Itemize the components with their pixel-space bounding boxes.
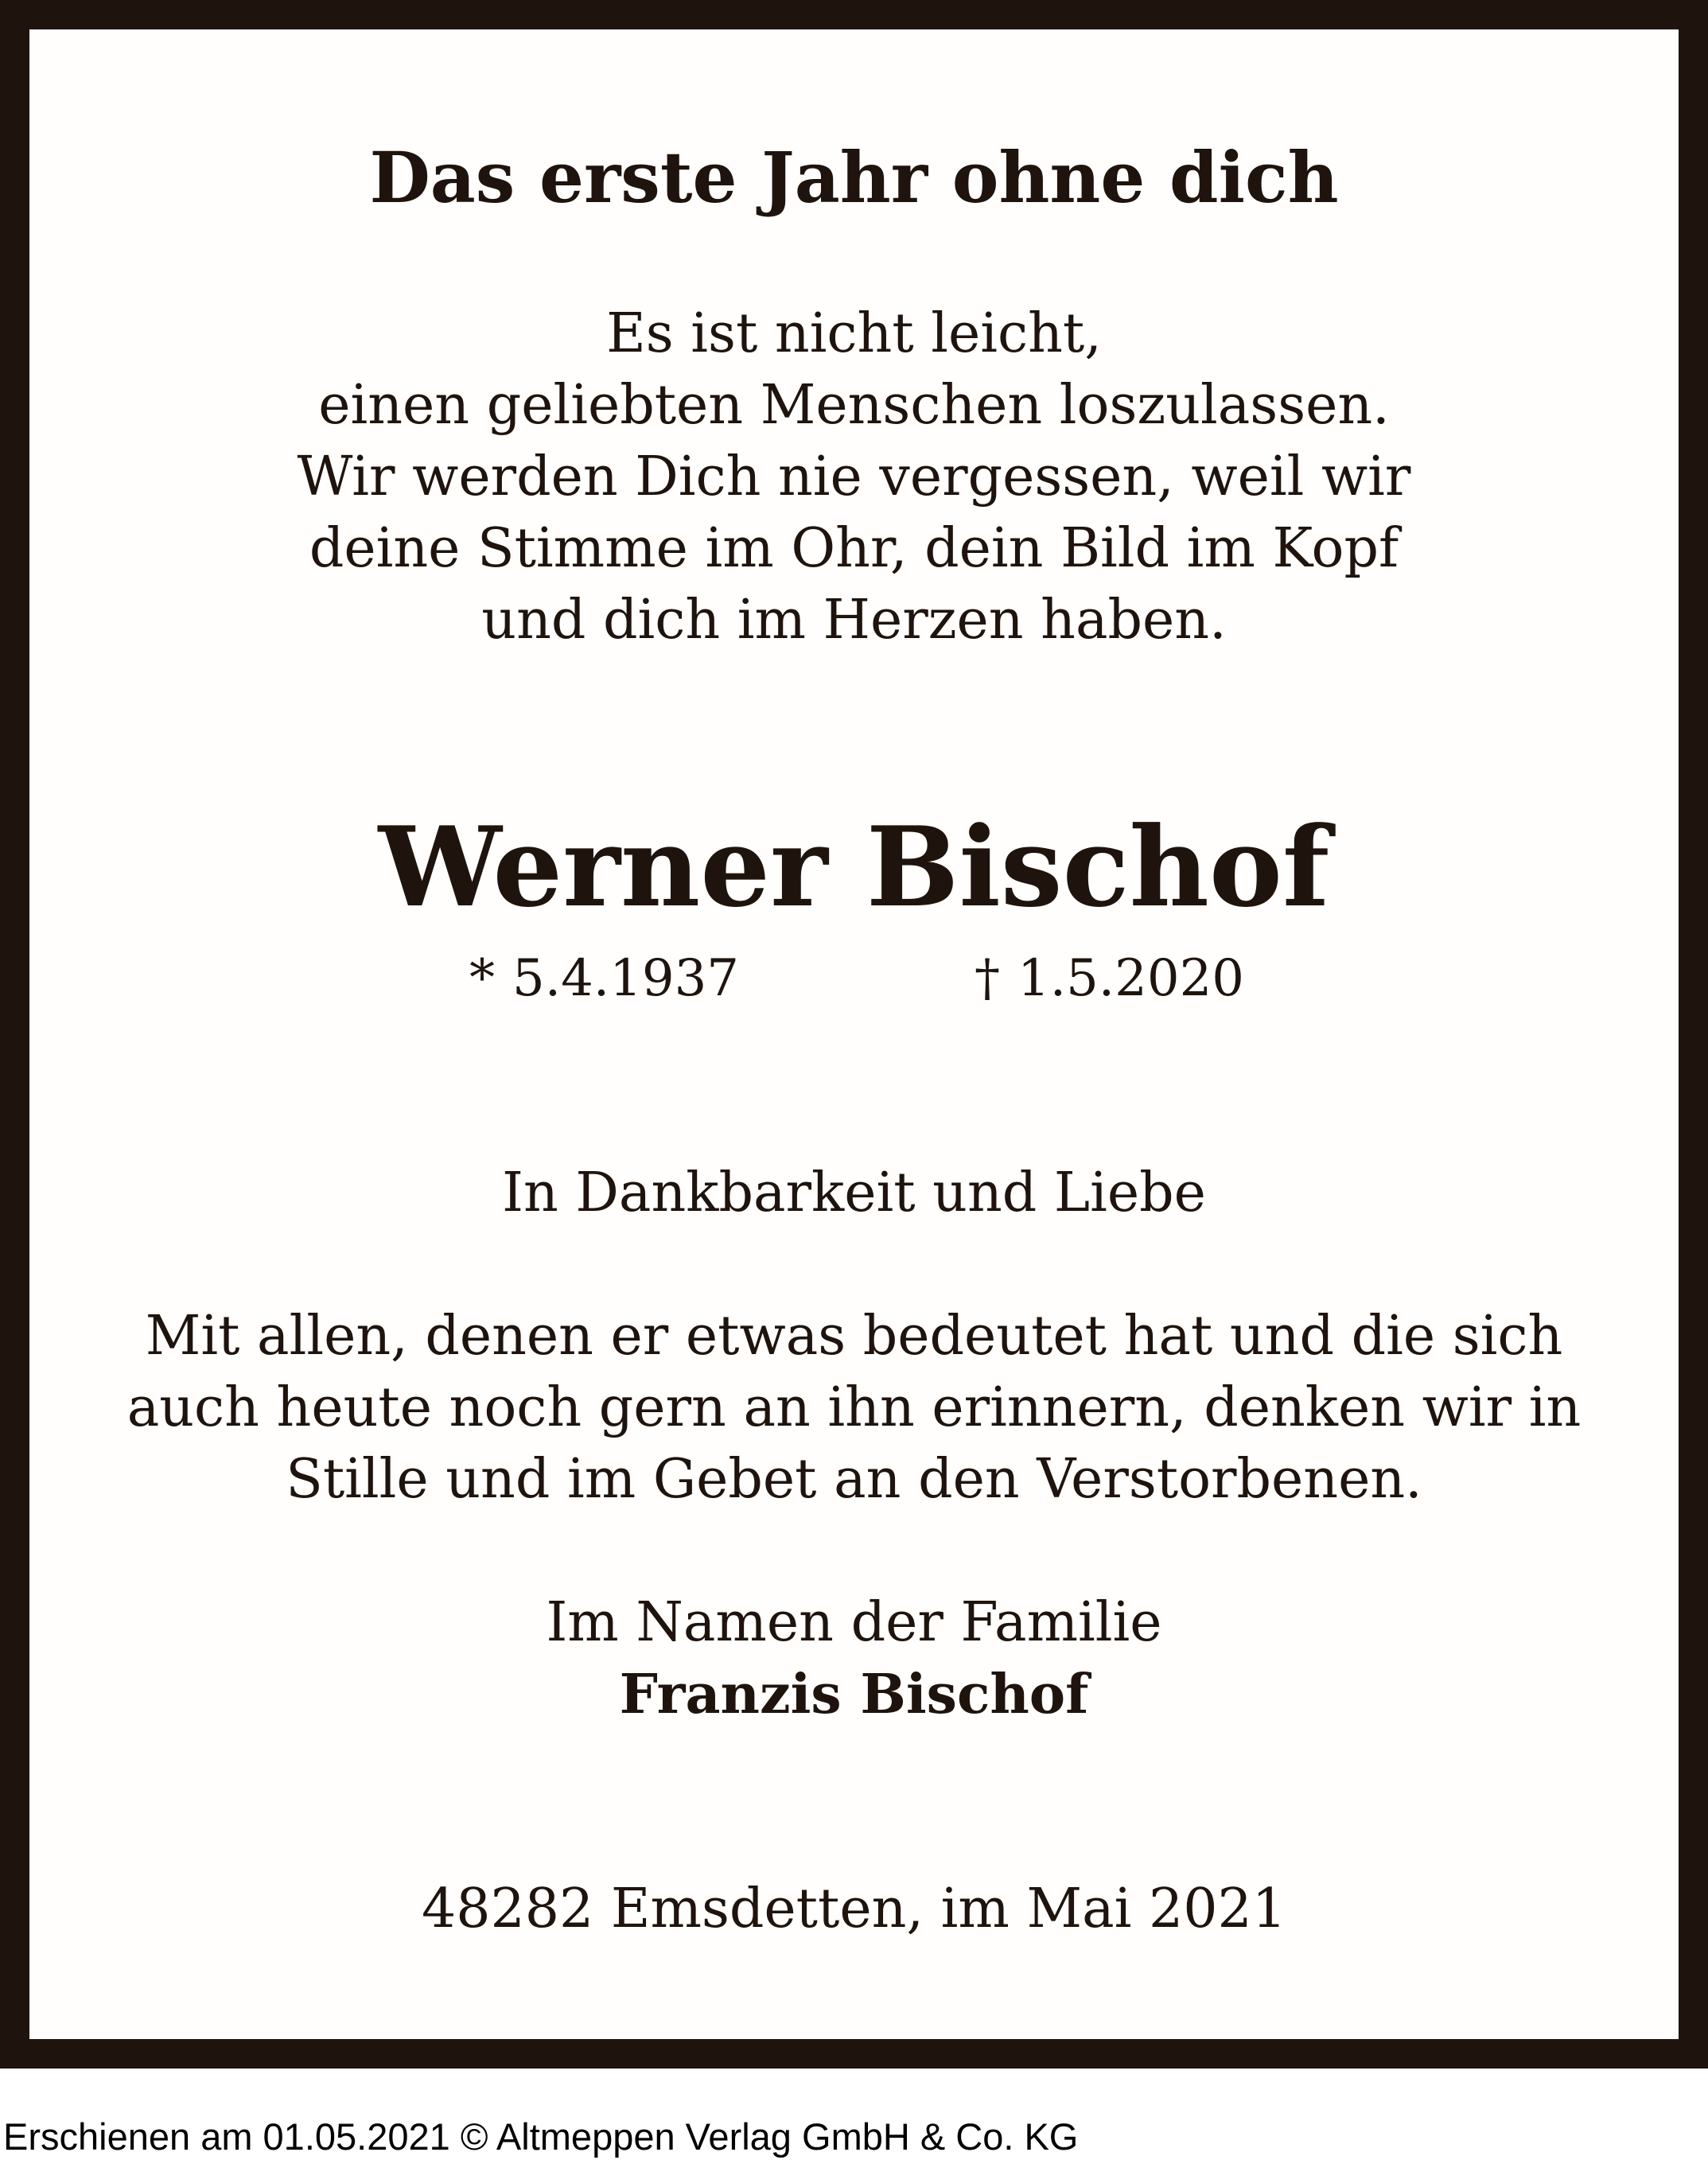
signer-name: Franzis Bischof: [619, 1663, 1089, 1726]
notice-heading: Das erste Jahr ohne dich: [369, 136, 1339, 219]
verse-line: Wir werden Dich nie vergessen, weil wir: [297, 446, 1411, 508]
verse-line: deine Stimme im Ohr, dein Bild im Kopf: [309, 517, 1399, 580]
birth-date: 5.4.1937: [512, 949, 739, 1008]
death-date-line: [975, 947, 1244, 1010]
deceased-name: Werner Bischof: [378, 802, 1330, 932]
publication-footer: Erschienen am 01.05.2021 © Altmeppen Verlag GmbH & Co. KG: [3, 2115, 1079, 2158]
message-line: Mit allen, denen er etwas bedeutet hat und die sich: [145, 1305, 1563, 1368]
death-date: 1.5.2020: [1017, 949, 1244, 1008]
birth-star-icon: *: [469, 949, 495, 1008]
family-intro: Im Namen der Familie: [546, 1591, 1162, 1654]
remembrance-message: [29, 1301, 1679, 1516]
message-line: Stille und im Gebet an den Verstorbenen.: [286, 1448, 1422, 1511]
birth-date-line: [469, 947, 739, 1010]
message-line: auch heute noch gern an ihn erinnern, denken wir in: [126, 1376, 1582, 1439]
death-cross-icon: †: [975, 949, 1000, 1008]
verse-line: Es ist nicht leicht,: [606, 302, 1102, 365]
verse-line: einen geliebten Menschen loszulassen.: [318, 374, 1390, 437]
thanks-line: In Dankbarkeit und Liebe: [502, 1162, 1206, 1224]
family-signature: [29, 1587, 1679, 1730]
memorial-verse: [29, 298, 1679, 656]
place-and-date: 48282 Emsdetten, im Mai 2021: [421, 1878, 1287, 1940]
verse-line: und dich im Herzen haben.: [481, 589, 1227, 652]
